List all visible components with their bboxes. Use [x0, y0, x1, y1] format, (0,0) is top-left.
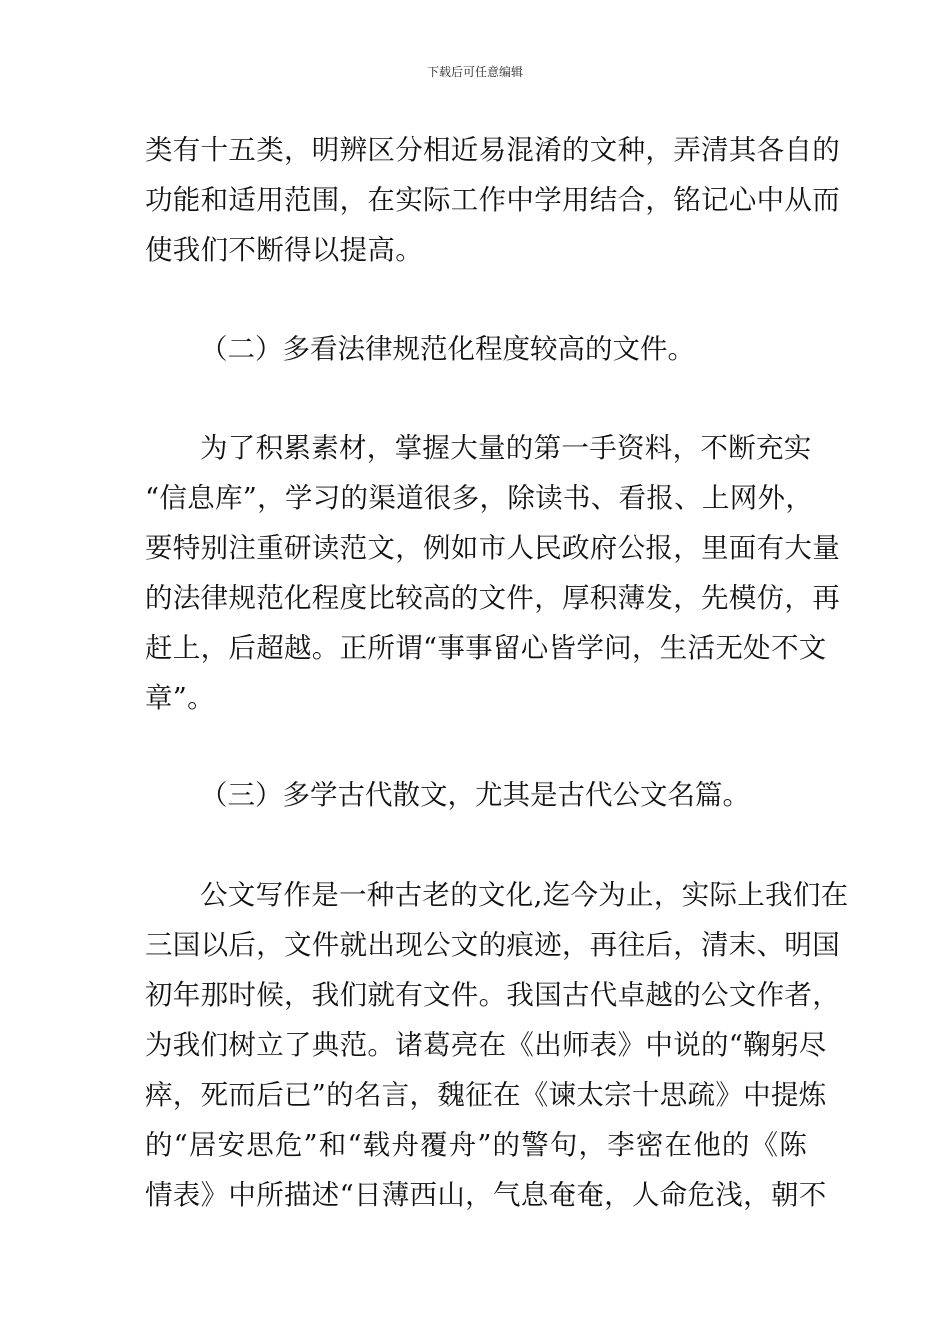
page-header: 下载后可任意编辑 [426, 65, 523, 79]
paragraph-line: 要特别注重研读范文，例如市人民政府公报，里面有大量 [145, 532, 840, 564]
paragraph-line: 赶上，后超越。正所谓“事事留心皆学问，生活无处不文 [145, 632, 827, 664]
paragraph-line: 瘁，死而后已”的名言，魏征在《谏太宗十思疏》中提炼 [145, 1079, 827, 1111]
paragraph-line: 的“居安思危”和“载舟覆舟”的警句，李密在他的《陈 [145, 1129, 807, 1161]
paragraph-line: 的法律规范化程度比较高的文件，厚积薄发，先模仿，再 [145, 582, 840, 614]
paragraph-line: 功能和适用范围，在实际工作中学用结合，铭记心中从而 [145, 184, 840, 216]
paragraph-line: 三国以后，文件就出现公文的痕迹，再往后，清末、明国 [145, 929, 840, 961]
paragraph-line: 为我们树立了典范。诸葛亮在《出师表》中说的“鞠躬尽 [145, 1029, 827, 1061]
section-heading-3: （三）多学古代散文，尤其是古代公文名篇。 [200, 779, 750, 811]
paragraph-line: 使我们不断得以提高。 [145, 234, 423, 266]
section-heading-2: （二）多看法律规范化程度较高的文件。 [200, 333, 695, 365]
paragraph-line: 情表》中所描述“日薄西山，气息奄奄，人命危浅，朝不 [145, 1179, 827, 1211]
paragraph-line: 公文写作是一种古老的文化,迄今为止，实际上我们在 [200, 879, 849, 911]
paragraph-line: 初年那时候，我们就有文件。我国古代卓越的公文作者， [145, 979, 840, 1011]
paragraph-2 [145, 423, 840, 723]
paragraph-line: 为了积累素材，掌握大量的第一手资料，不断充实 [200, 432, 812, 464]
paragraph-line: 类有十五类，明辨区分相近易混淆的文种，弄清其各自的 [145, 134, 840, 166]
paragraph-1 [145, 125, 840, 275]
paragraph-line: 章”。 [145, 682, 215, 714]
paragraph-line: “信息库”，学习的渠道很多，除读书、看报、上网外， [145, 482, 814, 514]
paragraph-3 [145, 870, 849, 1220]
